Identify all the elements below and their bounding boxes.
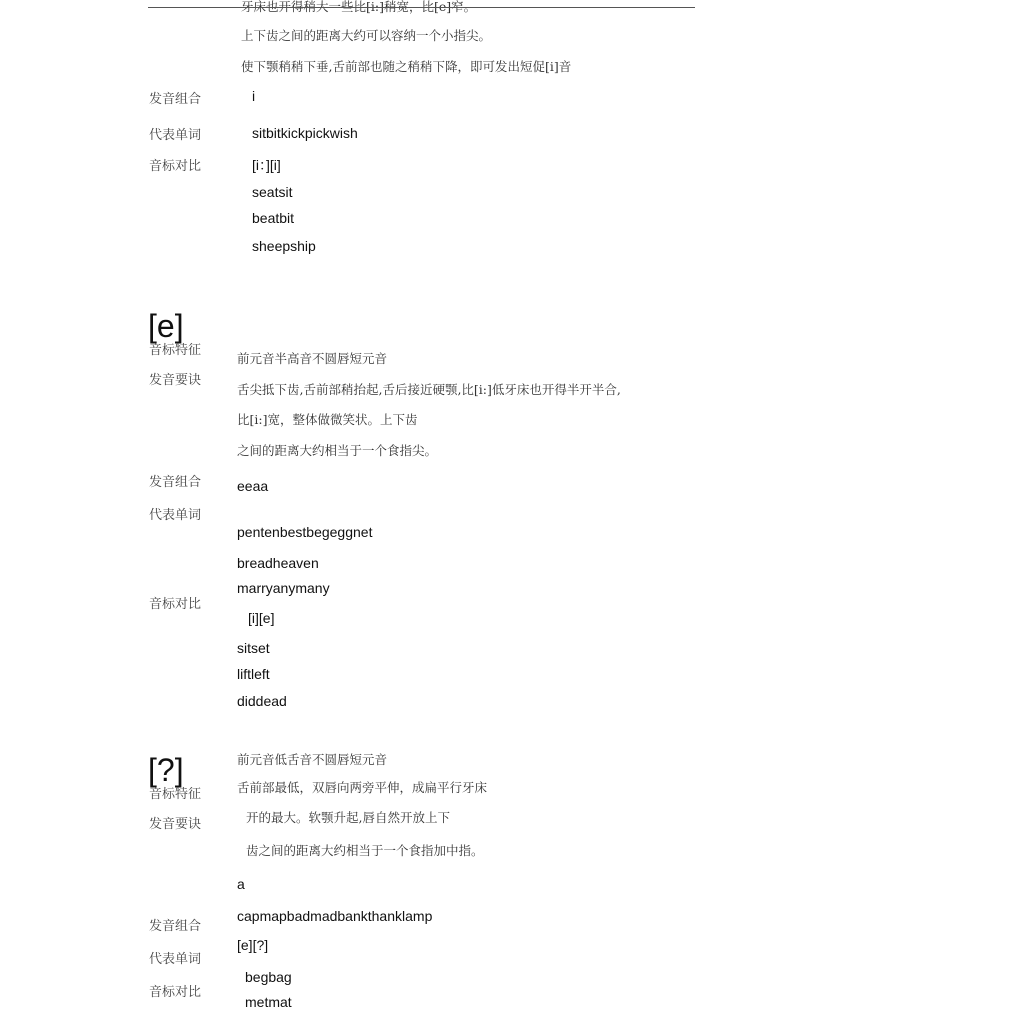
phonetic-symbol-heading: [?] [148,752,184,788]
words-value: capmapbadmadbankthanklamp [237,908,433,924]
words-value: sitbitkickpickwish [252,125,358,141]
phonetic-symbol-heading: [e] [148,308,184,344]
tips-line: 之间的距离大约相当于一个食指尖。 [237,443,438,458]
tips-line: 齿之间的距离大约相当于一个食指加中指。 [246,843,484,858]
label-combo: 发音组合 [149,92,202,107]
label-tips: 发音要诀 [149,817,202,832]
compare-pair: metmat [245,994,292,1010]
words-value: breadheaven [237,555,319,571]
combo-value: eeaa [237,478,269,494]
feature-value: 前元音半高音不圆唇短元音 [237,351,388,366]
compare-pair: seatsit [252,184,293,200]
compare-pair: diddead [237,693,287,709]
compare-header: [e][?] [237,937,269,953]
compare-pair: liftleft [237,666,270,682]
combo-value: a [237,876,245,892]
compare-pair: sitset [237,640,270,656]
compare-pair: begbag [245,969,292,985]
label-compare: 音标对比 [149,597,202,612]
words-value: marryanymany [237,580,330,596]
compare-header: [i：][i] [252,157,281,173]
words-value: pentenbestbegeggnet [237,524,373,540]
label-compare: 音标对比 [149,159,202,174]
combo-value: i [252,88,256,104]
compare-pair: sheepship [252,238,316,254]
label-words: 代表单词 [149,952,202,967]
divider-line [148,7,695,8]
label-compare: 音标对比 [149,985,202,1000]
tips-line: 舌尖抵下齿,舌前部稍抬起,舌后接近硬颚,比[i:]低牙床也开得半开半合, [237,382,621,397]
label-words: 代表单词 [149,128,202,143]
compare-header: [i][e] [248,610,275,626]
label-feature: 音标特征 [149,787,202,802]
feature-value: 前元音低舌音不圆唇短元音 [237,752,388,767]
tips-line: 比[i:]宽，整体做微笑状。上下齿 [237,412,418,427]
text-line: 上下齿之间的距离大约可以容纳一个小指尖。 [241,28,492,43]
text-line-top: 牙床也开得稍大一些比[i:]稍宽，比[e]窄。 [241,0,477,14]
label-combo: 发音组合 [149,475,202,490]
tips-line: 开的最大。软颚升起,唇自然开放上下 [246,810,450,825]
tips-line: 舌前部最低，双唇向两旁平伸，成扁平行牙床 [237,780,488,795]
label-words: 代表单词 [149,508,202,523]
compare-pair: beatbit [252,210,295,226]
label-tips: 发音要诀 [149,373,202,388]
text-line: 使下颚稍稍下垂,舌前部也随之稍稍下降，即可发出短促[i]音 [241,59,572,74]
label-combo: 发音组合 [149,919,202,934]
label-feature: 音标特征 [149,343,202,358]
